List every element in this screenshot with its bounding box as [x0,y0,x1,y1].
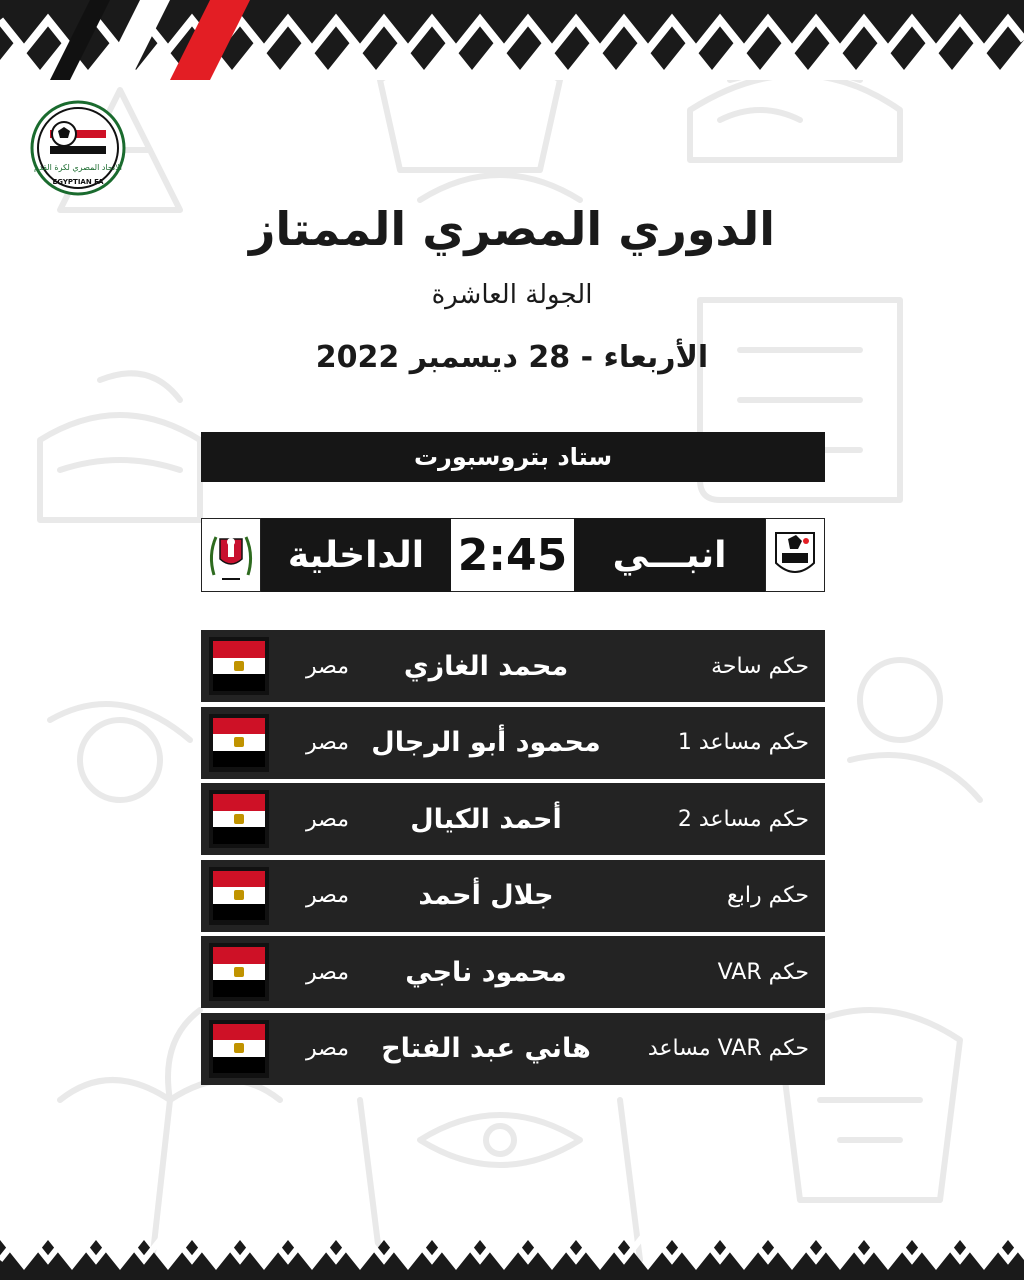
referee-country: مصر [305,653,349,679]
home-team-name-box [574,518,765,592]
away-team-crest [201,518,261,592]
referee-country: مصر [305,806,349,832]
round-label: الجولة العاشرة [431,280,593,310]
egyptian-fa-logo [30,100,126,196]
referee-country: مصر [305,1036,349,1061]
referee-row [201,707,825,779]
bottom-zigzag-border [0,1220,1024,1280]
stadium-bar [201,432,825,482]
away-team-name: الداخلية [287,534,425,576]
referee-name: محمود أبو الرجال [371,727,601,758]
referee-role: حكم مساعد 2 [677,806,809,832]
egypt-flag-icon [209,637,269,695]
referee-role: حكم ساحة [711,653,809,679]
kickoff-time: 2:45 [457,529,568,581]
egypt-flag-icon [209,943,269,1001]
stadium-name: ستاد بتروسبورت [413,443,613,471]
egypt-flag-icon [209,1020,269,1078]
home-team-name: انبـــي [612,534,727,576]
referee-country: مصر [305,883,349,908]
logo-text-en: EGYPTIAN FA [52,178,104,186]
referee-row [201,783,825,855]
away-team-name-box [261,518,451,592]
kickoff-time-box [451,518,574,592]
top-zigzag-border [0,0,1024,80]
referee-role: حكم مساعد 1 [677,730,809,755]
egypt-flag-icon [209,714,269,772]
referee-country: مصر [305,959,349,985]
match-date: الأربعاء - 28 ديسمبر 2022 [315,340,709,375]
referee-name: جلال أحمد [418,880,554,911]
egypt-flag-icon [209,867,269,925]
referee-row [201,630,825,702]
referee-row [201,1013,825,1085]
match-row [201,518,825,592]
referee-role: حكم VAR [717,959,809,985]
egypt-flag-icon [209,790,269,848]
home-team-crest [765,518,825,592]
logo-text: الاتحاد المصري لكرة القدم [33,163,123,172]
referee-name: أحمد الكيال [410,803,562,835]
referee-role: حكم VAR مساعد [647,1036,809,1061]
referee-row [201,936,825,1008]
referee-row [201,860,825,932]
referee-name: محمود ناجي [405,956,567,988]
league-title: الدوري المصري الممتاز [248,202,776,256]
referee-country: مصر [305,730,349,755]
referee-name: هاني عبد الفتاح [381,1033,591,1064]
referee-role: حكم رابع [727,883,809,908]
referee-name: محمد الغازي [403,650,569,682]
